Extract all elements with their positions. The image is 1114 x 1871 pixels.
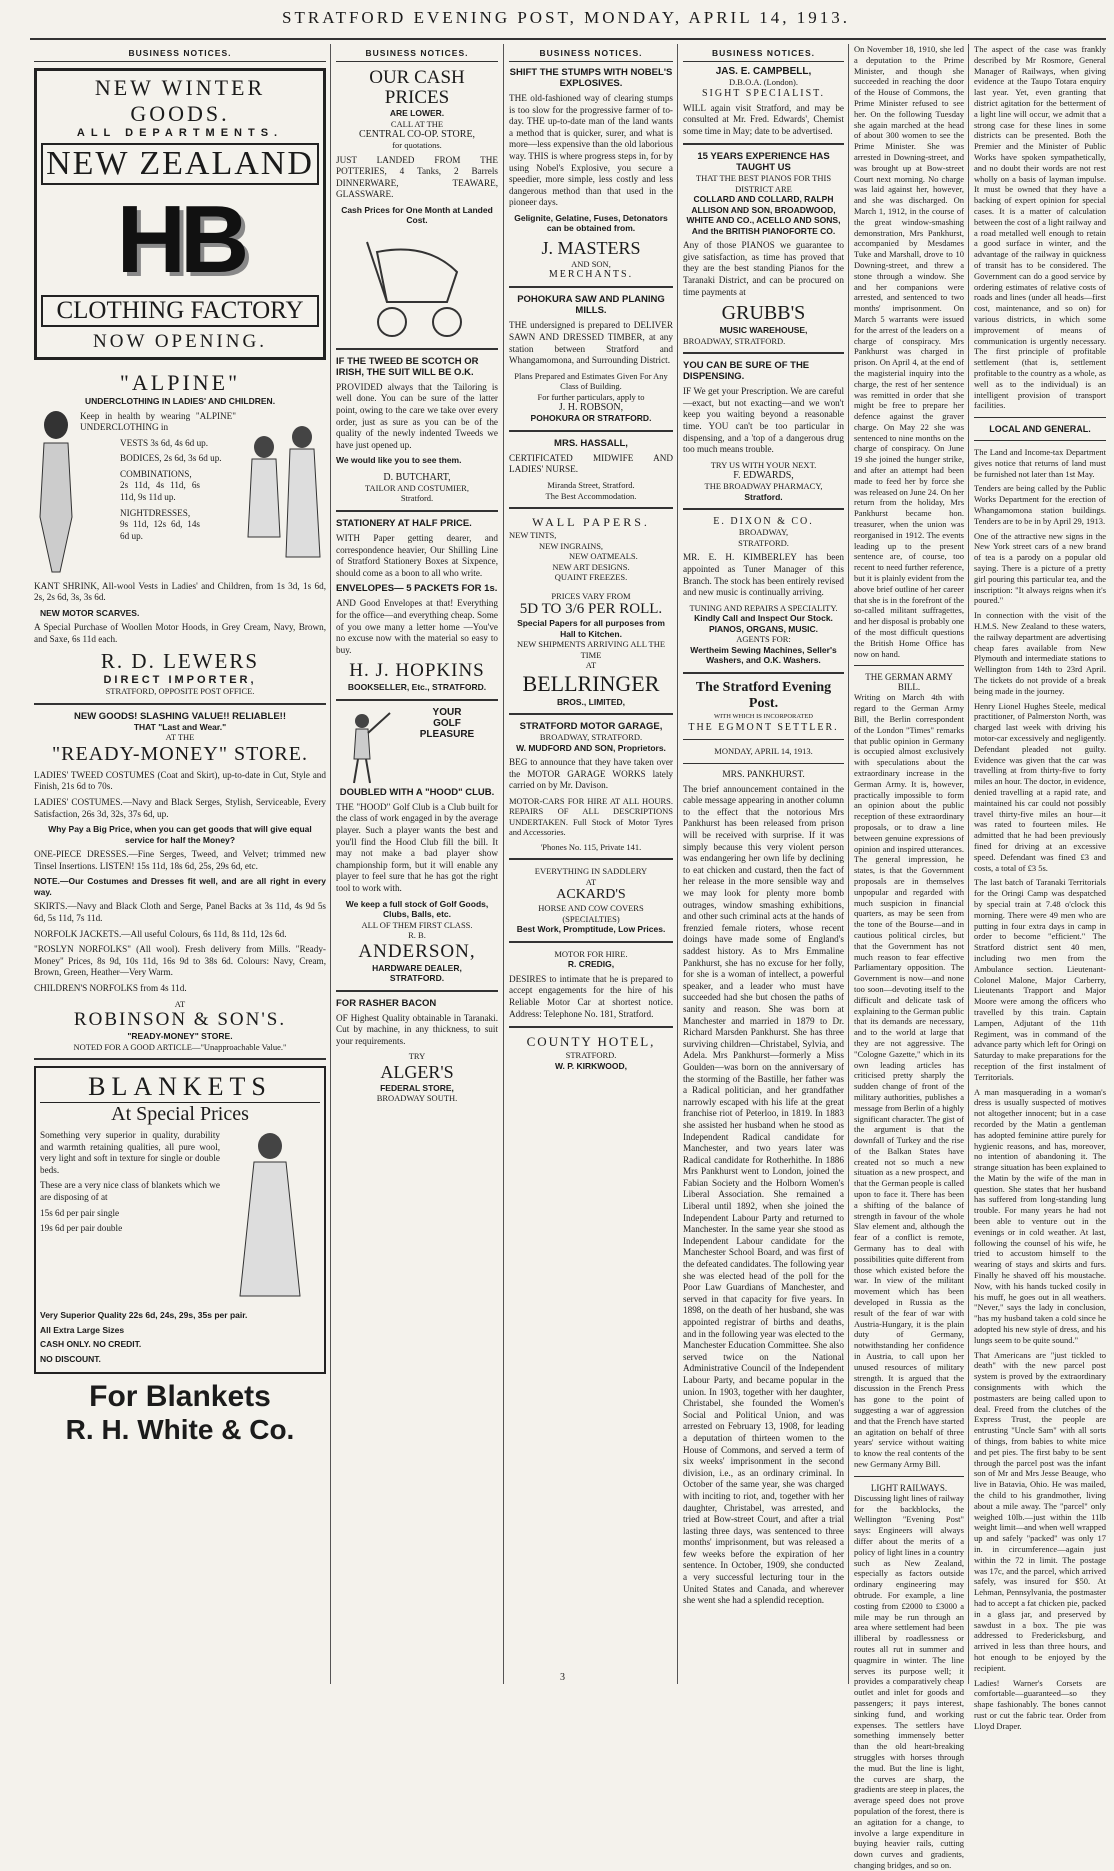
saddlery-heading: EVERYTHING IN SADDLERY [534,866,648,877]
cash-call: CALL AT THE [390,118,444,129]
local-item: In connection with the visit of the H.M.S. New Zealand to these waters, the railway department are advertising cheap fares available from New Plymouth and intermediate stations to Wellington from 14th to 23rd April. The tickets do not provide of a break being made in the journey. [974,610,1106,696]
blankets-p6: All Extra Large Sizes [40,1324,125,1335]
rm-robinson: ROBINSON & SON'S. [73,1009,287,1031]
cash-month: Cash Prices for One Month at Landed Cost. [341,204,493,226]
rm-p8: CHILDREN'S NORFOLKS from 4s 11d. [34,983,187,993]
grubb-body: Any of those PIANOS we guarantee to give satisfaction, as time has proved that they are the best standing Pianos for the Taranaki District, and can be procured on time payments at [683,240,844,297]
divider [683,508,844,510]
column-3 [505,44,677,1684]
hotel-name: COUNTY HOTEL, [526,1034,656,1050]
masters-son: AND SON, [571,258,611,269]
divider [34,1058,326,1060]
robson-name: J. H. ROBSON, [558,402,624,414]
saw-heading: POHOKURA SAW AND PLANING MILLS. [517,294,665,317]
grubb-ware: MUSIC WAREHOUSE, [719,325,808,336]
saddlery-best: Best Work, Promptitude, Low Prices. [516,924,666,935]
post-incorporated: WITH WHICH IS INCORPORATED [713,712,813,720]
masters-merchants: MERCHANTS. [548,269,634,281]
hb-clothing-ad [34,68,326,360]
wp-heading: WALL PAPERS. [532,515,650,529]
hopkins-name: H. J. HOPKINS [349,660,485,682]
army-heading: THE GERMAN ARMY BILL. [865,672,953,693]
anderson-name: ANDERSON, [358,940,476,962]
golf-rb: R. B. [408,930,426,941]
tweed-like: We would like you to see them. [336,455,462,466]
blankets-p4: 19s 6d per pair double [40,1223,123,1234]
blankets-ad [34,1066,326,1374]
divider [509,941,673,943]
dixon-tune: TUNING AND REPAIRS A SPECIALITY. [689,602,838,613]
garage-heading: STRATFORD MOTOR GARAGE, [519,721,663,732]
garage-hire: MOTOR-CARS FOR HIRE AT ALL HOURS. REPAIRS OF ALL DESCRIPTIONS UNDERTAKEN. Full Stock of Motor Tyres and Accessories. [509,795,673,838]
local-item: Henry Lionel Hughes Steele, medical practitioner, of Palmerston North, was charged last week with driving his motor-car excessively and negligently. Defendant pleaded not guilty. Evidence was given that the car was travelling at from thirty-five to forty miles an hour. The doctor, in evidence, denied travelling at a rapid rate, and maintained his car could not possibly travel thirty-five miles an hour—it was rated to fourteen miles. He admitted that he had been previously fined for driving at an excessive speed. Defendant was fined £3 and costs, a total of £3 5s. [974,700,1106,873]
hire-heading: MOTOR FOR HIRE. [554,948,628,959]
hopkins-trade: BOOKSELLER, Etc., STRATFORD. [347,682,487,693]
blankets-white: R. H. White & Co. [65,1414,295,1446]
rm-store: "READY-MONEY" STORE. [52,742,308,765]
railways-continued: The aspect of the case was frankly described by Mr Rosmore, General Manager of Railways, when giving evidence at the Taupo Totara enquiry last year. Yet, even granting that district agitation for the betterment of a light line will occur, we admit that a strong case for these lines in some districts can be presented. Both the Premier and the Minister of Public Works have spoken sympathetically, and no doubt their words are not rest wholly on a basis of layman impulse. It must be owned that they have a backing of expert opinion for special cases. It is a matter of calculation between the cost of a light railway and a road metalled well enough to retain a good surface in winter, and the advantage of the railway in quickness of transit has to be considered. The Government can do a good service by ordering estimates of relative costs of roads and lines (under all heads—first cost, maintenance, and so on) for various districts, in which some improvement of means of communication is urgently necessary. The first principle of profitable settlement (that is, settlement profitable to the country as a whole, as well as to the individual) is an intelligent provision of transport facilities. [974,44,1106,411]
rm-p7: "ROSLYN NORFOLKS" (All wool). Fresh delivery from Mills. "Ready-Money" Prices, 8s 9d, 10s 11d, 16s 9d to 38s 6d. Colours: Navy, Cream, Brown, Green, Heather—Very Warm. [34,944,326,978]
ad-nz: NEW ZEALAND [41,143,319,185]
divider [34,703,326,705]
alpine-title: "ALPINE" [119,370,241,395]
local-item: A man masquerading in a woman's dress is usually suspected of motives not altogether innocent; but in a case recorded by the Matin a gentleman has adopted feminine attire purely for hygienic reasons, and has, moreover, no intention of abandoning it. The strange situation has been explained to the Matin by the wife of the man in question. She states that her husband has suffered from long-standing lung trouble. For many years he had not been able to venture out in the evenings or in cold weather. At last, following the counsel of his wife, he tried to accustom himself to the wearing of stays and skirts and furs. Finally he shaved off his moustache. Now, with his hands tucked cosily in his muff, he goes out in all weathers. "Never," says the lady in conclusion, "has my husband taken a cold since he adopted his new style of dress, and his lungs seem to be quite sound." [974,1086,1106,1345]
divider [336,699,498,701]
alpine-kant: KANT SHRINK, All-wool Vests in Ladies' and Children, from 1s 3d, 1s 6d, 2s, 2s 6d, 3s, 3s 6d. [34,580,326,603]
grubb-heading: 15 YEARS EXPERIENCE HAS TAUGHT US [697,151,830,174]
woman-illustration [34,407,80,577]
blankets-p2: These are a very nice class of blankets which we are disposing of at [40,1180,220,1203]
divider [509,507,673,509]
blankets-sub: At Special Prices [111,1103,249,1126]
column-header: BUSINESS NOTICES. [683,44,844,62]
bacon-try: TRY [408,1051,426,1062]
cash-landed: JUST LANDED FROM THE POTTERIES, 4 Tanks, 2 Barrels DINNERWARE, TEAWARE, GLASSWARE. [336,154,498,200]
masthead-text: STRATFORD EVENING POST, MONDAY, APRIL 14, 1913. [282,8,850,27]
bellringer-name: BELLRINGER [522,670,660,696]
rm-p1: LADIES' TWEED COSTUMES (Coat and Skirt), up-to-date in Cut, Style and Finish, 21s 6d to 70s. [34,769,326,792]
top-rule [30,38,1106,40]
hire-name: R. CREDIG, [567,959,615,970]
hb-logo: HB [116,186,244,293]
column-rule [968,44,969,1684]
garage-body: BEG to announce that they have taken over the MOTOR GARAGE WORKS lately carried on by Mr. Davison. [509,757,673,791]
nurse-name: MRS. HASSALL, [554,437,628,449]
column-header: BUSINESS NOTICES. [336,44,498,62]
divider [336,510,498,512]
lewers-sub: DIRECT IMPORTER, [103,674,257,687]
golf-stock: We keep a full stock of Golf Goods, Clubs, Balls, etc. [345,898,489,920]
column-header: BUSINESS NOTICES. [509,44,673,62]
dixon-agents: AGENTS FOR: [736,634,791,645]
wp-at: AT [585,660,597,670]
bellringer-bros: BROS., LIMITED, [557,696,625,707]
alger-town: BROADWAY SOUTH. [376,1093,458,1104]
column-2 [332,44,502,1684]
alpine-motor: NEW MOTOR SCARVES. [40,607,140,618]
tweed-trade: TAILOR AND COSTUMIER, [365,482,469,493]
tweed-heading: IF THE TWEED BE SCOTCH OR IRISH, THE SUIT WILL BE O.K. [336,355,479,378]
campbell-body: WILL again visit Stratford, and may be consulted at Mr. Fred. Edwards', Chemist some time in May; date to be advertised. [683,102,844,136]
wp-2: NEW INGRAINS, [539,540,604,551]
campbell-sight: SIGHT SPECIALIST. [701,87,826,99]
blanket-woman-illustration [220,1126,320,1306]
pram-illustration [337,232,497,342]
ad-factory: CLOTHING FACTORY [41,295,319,327]
divider [683,672,844,674]
edwards-town: Stratford. [744,491,783,502]
alpine-bodices: BODICES, 2s 6d, 3s 6d up. [120,453,222,464]
dixon-body: MR. E. H. KIMBERLEY has been appointed as Tuner Manager of this Branch. The stock has been entirely revised and new music is continually arriving. [683,552,844,598]
tweed-name: D. BUTCHART, [383,471,451,483]
masters-name: J. MASTERS [541,237,641,258]
cash-central: CENTRAL CO-OP. STORE, [358,129,476,140]
bacon-body: OF Highest Quality obtainable in Taranaki. Cut by machine, in any thickness, to suit your requirements. [336,1012,498,1046]
rm-why: Why Pay a Big Price, when you can get goods that will give equal service for half the Money? [48,824,312,845]
alpine-nightdresses: NIGHTDRESSES, 9s 11d, 12s 6d, 14s 6d up. [120,507,200,541]
post-date: MONDAY, APRIL 14, 1913. [714,746,813,757]
saw-body: THE undersigned is prepared to DELIVER SAWN AND DRESSED TIMBER, at any station between Stratford and Whangamomona, and Surrounding District. [509,320,673,366]
nurse-acc: The Best Accommodation. [545,490,637,501]
envelopes-heading: ENVELOPES— 5 PACKETS FOR 1s. [336,583,498,595]
garage-addr: BROADWAY, STRATFORD. [539,732,643,742]
wp-5: QUAINT FREEZES. [554,572,628,582]
wp-prices: PRICES VARY FROM [551,590,631,601]
railways-heading: LIGHT RAILWAYS. [870,1482,948,1493]
divider [854,1476,964,1477]
tweed-town: Stratford. [400,493,434,504]
hotel-town: STRATFORD. [565,1050,617,1061]
lewers-name: R. D. LEWERS [100,649,260,674]
children-illustration [236,407,326,577]
garage-phone: 'Phones No. 115, Private 141. [540,841,642,852]
anderson-trade: HARDWARE DEALER, [372,962,462,973]
edwards-body: IF We get your Prescription. We are careful—exact, but not exacting—and we won't keep you waiting beyond a reasonable time. YOU can't be too particular in dispensing, and a 'top of a dangerous drug too much means trouble. [683,386,844,455]
nurse-body: CERTIFICATED MIDWIFE AND LADIES' NURSE. [509,452,673,475]
golf-pleasure: PLEASURE [419,728,475,740]
divider [974,440,1106,441]
alpine-special: A Special Purchase of Woollen Motor Hoods, in Grey Cream, Navy, Brown, and Saxe, 6s 11d each. [34,622,326,644]
campbell-name: JAS. E. CAMPBELL, [715,66,812,77]
divider [509,286,673,288]
pankhurst-heading: MRS. PANKHURST. [722,769,805,780]
envelopes-body: AND Good Envelopes at that! Everything for the office—and everything cheap. Some of you owe many a letter home —You've no excuse now with the material so easy to buy. [336,598,498,655]
alpine-keep: Keep in health by wearing "ALPINE" UNDERCLOTHING in [80,410,236,433]
divider [683,739,844,740]
golf-golf: GOLF [433,717,461,729]
divider [336,348,498,350]
blankets-title: BLANKETS [40,1072,320,1103]
local-item: Ladies! Warner's Corsets are comfortable—guaranteed—so they shape fashionably. The bones cannot rust or cut the fabric tear. Order from Lloyd Draper. [974,1677,1106,1731]
column-5 [850,44,968,1870]
local-item: That Americans are "just tickled to death" with the new parcel post system is proved by the extraordinary consignments with which the postmasters are being called upon to deal. Freed from the clutches of the Express Trust, the people are entrusting "Uncle Sam" with all sorts of things, from babies to white mice and pet pies. The first baby to be sent through the parcel post was the infant son of Mr and Mrs Jesse Beauge, who live in Batavia, Ohio. He was mailed, the child to his grandmother, living about a mile away. The "parcel" only weighed 10lb.—just within the 11lb weight limit—and when well wrapped up and safely "packed" was only 17 in. in circumference—again just within the 72 in limit. The postage was 17c, and the parcel, which arrived safely, was insured for $50. At Lehman, Pennsylvania, the postmaster had to accept a fat chicken pie, packed in a glass jar, and preserved by sawdust in a box. The pie was addressed to Fredericksburg, and arrived in less than three hours, and hot enough to be enjoyed by the recipient. [974,1349,1106,1673]
saw-further: For further particulars, apply to [537,391,645,402]
alger-name: ALGER'S [380,1061,454,1082]
cash-title: OUR CASH PRICES [369,67,465,108]
alpine-combinations: COMBINATIONS, 2s 11d, 4s 11d, 6s 11d, 9s 11d up. [120,468,200,503]
divider [683,143,844,145]
divider [509,713,673,715]
golf-body: THE "HOOD" Golf Club is a Club built for the class of work engaged in by the average player. Such a player wants the best and you'll find the Hood Club fill the bill. It may not make a bad player show championship form, but it will enable any player to feel sure that he has got the right tool to work with. [336,801,498,893]
column-rule [330,44,331,1684]
column-header: BUSINESS NOTICES. [34,44,326,62]
wp-ship: NEW SHIPMENTS ARRIVING ALL THE TIME [516,639,666,660]
nurse-addr: Miranda Street, Stratford. [547,480,635,490]
dixon-town: STRATFORD. [738,537,789,548]
rm-p6: NORFOLK JACKETS.—All useful Colours, 6s 11d, 8s 11d, 12s 6d. [34,928,287,939]
divider [509,1026,673,1028]
railways-body: Discussing light lines of railway for the backblocks, the Wellington "Evening Post" says: Engineers will always differ about the merits of a policy of light lines in a country such as New Zealand, especially as factors outside ordinary engineering may obtrude. For example, a line costing from £2000 to £3000 a mile may be run through an area where settlement had been illiberal by roadlessness or routes all rut in summer and quagmire in winter. The line serves its purpose well; it provides a comparatively cheap outlet and inlet for goods and passengers; it pays interest, sinking fund, and working expenses. The settlers have something immensely better than the old heart-breaking struggles with horses through the mud. But the line is light, the curves are sharp, the gradients are steep in places, the average speed does not prove population of the forest, there is an agitation for a change, to involve a large expenditure in buying heavier rails, cutting down curves and gradients, changing bridges, and so on. [854,1492,965,1870]
alpine-subtitle: UNDERCLOTHING IN LADIES' AND CHILDREN. [84,396,276,406]
local-heading: LOCAL AND GENERAL. [989,424,1091,435]
rm-robinson2: "READY-MONEY" STORE. [127,1031,233,1042]
pankhurst-continued: On November 18, 1910, she led a deputation to the Prime Minister, and though she succeeded in reaching the door of the House of Commons, the Prime Minister refused to see her. On the following Tuesday she again marched at the head of about 300 women to see the Prime Minister. She was arrested in Downing-street, and was brought up at Bow-street Court next morning. No charge was laid against her, however, and she was discharged. On March 1, 1912, in the course of the great window-smashing demonstration, Mrs Pankhurst, accompanied by Mesdames Tuke and Marshall, drove to 10 Downing-street, and threw a stone through a window. She and her companions were arrested, and sentenced to two months' imprisonment. On March 5 warrants were issued for the arrest of the leaders on a charge of conspiracy. Mrs Pankhurst was charged in prison. On April 4, at the end of the magisterial inquiry into the charge, the rest of her sentence was remitted in order that she might be free to prepare her defence against the graver charge. On May 22 she was sentenced to nine months on the charge of conspiracy. On June 19 she joined the hunger strike, and after an attempt had been made to feed her by force she was released on June 24. On her return from the holiday, Mrs Pankhurst became hon. treasurer, when the union was reorganised in 1912. The events leading up to the present sentence are, of course, too recent to need further reference, but it is plainly evident from the above brief outline of her career that she is in the forefront of the so-called militant suffragettes, and her disposal is probably one of the most difficult questions the British Home Office has now on hand. [854,44,964,659]
divider [509,430,673,432]
divider [336,990,498,992]
hire-body: DESIRES to intimate that he is prepared to accept engagements for the hire of his Reliable Motor Car at shortest notice. Address: Telephone No. 181, Stratford. [509,973,673,1019]
rm-p4: NOTE.—Our Costumes and Dresses fit well, and are all right in every way. [34,876,326,897]
local-item: One of the attractive new signs in the New York street cars of a new brand of tea is a parody on a popular old saying. There is a picture of a pretty girl pouring this particular tea, and the inscription: "It always reigns when it's poured." [974,530,1106,606]
stumps-items: Gelignite, Gelatine, Fuses, Detonators can be obtained from. [514,212,668,234]
blankets-p3: 15s 6d per pair single [40,1207,120,1218]
post-title: The Stratford Evening Post. [695,679,832,711]
rm-lastwear: THAT "Last and Wear." [133,721,227,732]
campbell-qual: D.B.O.A. (London). [729,77,798,87]
army-body: Writing on March 4th with regard to the German Army Bill, the Berlin correspondent of the London "Times" remarks that public opinion in Germany is occupied almost exclusively with speculations about the extraordinary increase in the German Army. It is, however, practically impossible to form an opinion about the public reception of these extraordinary proposals, or to draw a line between genuine expressions of opinion and inspired utterances. The general impression, he states, is that the Government proposals are in themselves unpopular and regarded with much suspicion in financial quarters, as may be seen from the tone of the Bourse—and in cautious political circles, but that the Government has not much reason to fear effective Parliamentary opposition. The Government is now—and none too soon—devoting itself to the difficult and delicate task of explaining to the German public that its demands are necessary, and to the world at large that they are not aggressive. The "Cologne Gazette," which in its own leading articles has criticised pretty sharply the sudden change of front of the military authorities, publishes a message from Berlin of a highly significant character. The gist of the argument is that the downfall of Turkey and the rise of the Balkan States have created not so much a new situation as a new prospect, and that the German people is called upon to face it. There has been a shifting of the balance of strength in favour of the whole Slav element and, although the fear of a conflict is remote, Germany has to deal with possibilities quite different from those which existed before the war. In view of the militant movement which has been developed in Russia as the result of the fear of war with Austria-Hungary, it is the plain duty of Germany, notwithstanding her confidence in Austria, to call upon her unused resources of military strength. It is argued that the discussion in the French Press has gone to the point of suggesting a war of aggression and that the French have started an agitation on behalf of three years' service without waiting to know the real contents of the new Germany Army Bill. [854,692,964,1469]
rm-heading: NEW GOODS! SLASHING VALUE!! RELIABLE!! [74,710,286,722]
local-item: Tenders are being called by the Public Works Department for the erection of Whangamomona station buildings. Tenders are to be in by April 29, 1913. [974,483,1106,526]
edwards-try: TRY US WITH YOUR NEXT. [710,459,817,470]
grubb-list: COLLARD AND COLLARD, RALPH ALLISON AND SON, BROADWOOD, WHITE AND CO., ACELLO AND SONS, And the BRITISH PIANOFORTE CO. [686,194,841,236]
cash-lower: ARE LOWER. [389,108,445,118]
dixon-call: Kindly Call and Inspect Our Stock. PIANOS, ORGANS, MUSIC. [694,613,833,634]
bacon-heading: FOR RASHER BACON [336,997,437,1009]
rm-p2: LADIES' COSTUMES.—Navy and Black Serges, Stylish, Serviceable, Every Satisfaction, 26s 3d, 32s, 37s 6d, up. [34,797,326,819]
divider [854,665,964,666]
stumps-heading: SHIFT THE STUMPS WITH NOBEL'S EXPLOSIVES. [509,67,673,89]
grubb-name: GRUBB'S [721,302,806,325]
dixon-werth: Wertheim Sewing Machines, Seller's Washers, and O.K. Washers. [690,644,837,666]
blankets-p1: Something very superior in quality, durability and warmth retaining qualities, all pure wool, very light and soft in texture for single or double beds. [40,1130,220,1175]
column-rule [677,44,678,1684]
stumps-body: THE old-fashioned way of clearing stumps is too slow for the progressive farmer of to-day. THE up-to-date man of the land wants a method that is quicker, surer, and what is more—less expensive than the old laborious way. THIS is where progress steps in, for by using Nobel's Explosive, you secure a speedier, more simple, less costly and less dangerous method than that used in the pioneer days. [509,93,673,208]
saddlery-at: AT [585,876,597,887]
anderson-town: STRATFORD. [389,973,445,984]
wp-special: Special Papers for all purposes from Hall to Kitchen. [517,618,665,639]
divider [683,763,844,764]
column-rule [848,44,849,1684]
local-item: The Land and Income-tax Department gives notice that returns of land must be furnished not later than 1st May. [974,447,1106,479]
column-6 [970,44,1110,1731]
post-settler: THE EGMONT SETTLER. [688,722,839,734]
saddlery-covers: HORSE AND COW COVERS (SPECIALTIES) [538,903,644,924]
blankets-p8: NO DISCOUNT. [40,1353,101,1364]
blankets-for: For Blankets [89,1380,271,1414]
column-1 [30,44,330,1684]
wp-range: 5D TO 3/6 PER ROLL. [519,601,663,617]
rm-p3: ONE-PIECE DRESSES.—Fine Serges, Tweed, and Velvet; trimmed new Tinsel Insertions. LISTEN! 15s 11d, 18s 6d, 25s, 29s 6d, etc. [34,849,326,871]
rm-p5: SKIRTS.—Navy and Black Cloth and Serge, Panel Backs at 3s 11d, 4s 9d 5s 6d, 5s 11d, 7s 11d. [34,901,326,924]
edwards-name: F. EDWARDS, [733,470,794,482]
stationery-body: WITH Paper getting dearer, and correspondence heavier, Our Shilling Line of Stratford Stationery Boxes at Sixpence, should come as a boon to all who write. [336,532,498,578]
cash-quote: for quotations. [392,140,442,150]
saw-plans: Plans Prepared and Estimates Given For Any Class of Building. [514,370,668,392]
ackard-name: ACKARD'S [556,887,626,903]
page-number: 3 [560,1672,565,1683]
wp-3: NEW OATMEALS. [569,551,638,561]
lewers-address: STRATFORD, OPPOSITE POST OFFICE. [105,686,255,697]
golf-doubled: DOUBLED WITH A "HOOD" CLUB. [339,786,495,798]
dixon-name: E. DIXON & CO. [713,516,814,528]
edwards-heading: YOU CAN BE SURE OF THE DISPENSING. [683,360,810,383]
pankhurst-body: The brief announcement contained in the cable message appearing in another column to the effect that the notorious Mrs Pankhurst has been released from prison will be received with surprise. If it was simply because this very violent person was endangering her own life by declining to eat chicken and custard, then the fact of her release in the more sensible way and we may look for plenty more bomb outrages, window smashing exhibitions, and other such criminal acts at the hands of frenzied female rioters, whose recent doings have made some of England's saddest history. As to Mrs Emmaline Pankhurst, she has no excuse for her folly, for she is a woman of intellect, a powerful speaker, and a leader who must have succeeded had she but chosen the paths of sanity and reason. She was born at Manchester and married in 1879 to Dr. Richard Marsden Pankhurst. She has three surviving children—Christabel, Sylvia, and Adela. Mrs Pankhurst—formerly a Miss Goulden—was born on the anniversary of the storming of the Bastille, her father was a Radical politician, and her grandfather narrowly escaped with his life at the great franchise riot of Peterloo, in 1819. In 1883 she assisted her husband when he stood as Independent Radical candidate for Manchester, and two years later was Radical candidate for Rotherhithe. In 1886 Mrs Pankhurst went to London, joined the Fabian Society and the Holborn Women's Liberal Association. She remained a Liberal until 1892, when she joined the Independent Labour Party and returned to Manchester. In the same year she stood as Independent Labour candidate for the Manchester School Board, and was first of the defeated candidates. The following year she was elected head of the poll for the Poor Law Guardians of Manchester, and served in that capacity for five years. In 1898, on the death of her husband, she was appointed registrar of births and deaths, and in the following year was elected to the Manchester Education Committee. She also served twice on the National Administrative Council of the Independent Labour Party, and became popular in the union. In 1903, together with her daughter, Christabel, she founded the Women's Social and Political Union, and was arrested on February 13, 1908, for leading a deputation of thirteen women to the House of Commons, and served a term of six weeks' imprisonment in the second division, i.e., as an ordinary criminal. In October of the same year, she was charged with inciting to riot, and, together with her daughter, Christabel, was arrested, and tried at Bow-street Court, and after a trial lasting three days, was sentenced to three months' imprisonment, but was released a few weeks before the expiration of her sentence. In October, 1909, she conducted a very successful lecturing tour in the United States and Canada, and wherever she went she had a splendid reception. [683,783,844,1606]
dixon-addr: BROADWAY, [738,527,789,538]
blankets-p7: CASH ONLY. NO CREDIT. [40,1339,142,1350]
golf-your: YOUR [432,706,462,718]
divider [974,417,1106,418]
alpine-vests: VESTS 3s 6d, 4s 6d up. [120,437,209,448]
stationery-heading: STATIONERY AT HALF PRICE. [336,517,472,529]
ad-subtitle: ALL DEPARTMENTS. [76,127,284,139]
golf-all: ALL OF THEM FIRST CLASS. [361,919,473,930]
robson-town: POHOKURA OR STRATFORD. [530,413,652,424]
hotel-prop: W. P. KIRKWOOD, [554,1060,628,1071]
local-item: The last batch of Taranaki Territorials for the Oringi Camp was despatched by special train at 7.48 o'clock this morning. There were 49 men who are putting in four extra days in camp in order to become "efficient." The Stratford district sent 40 men, including two men from the Ambulance section. Lieutenant-Colonel Malone, Major Carberry, Lieutenants Trapport and Major Moore were among the officers who travelled by this train. Captain Lampen, Adjutant of the 11th Regiment, was in command of the advance party which left for Oringi on Saturday to make preparations for the reception of the first instalment of Territorials. [974,877,1106,1082]
rm-at2: AT [174,998,186,1009]
wp-4: NEW ART DESIGNS. [552,561,630,572]
ad-opening: NOW OPENING. [93,331,267,352]
masthead [0,0,1114,36]
alger-store: FEDERAL STORE, [380,1082,454,1093]
rm-at: AT THE [165,732,195,743]
ad-title: NEW WINTER GOODS. [94,75,266,126]
blankets-p5: Very Superior Quality 22s 6d, 24s, 29s, 35s per pair. [40,1310,248,1321]
column-rule [503,44,504,1684]
tweed-body: PROVIDED always that the Tailoring is well done. You can be sure of the latter point, owing to the care we take over every order, just as sure as you can be of the quality of the newly indented Tweeds we have just opened up. [336,381,498,450]
wp-1: NEW TINTS, [509,530,557,540]
golfer-illustration [336,707,396,787]
rm-noted: NOTED FOR A GOOD ARTICLE—"Unapproachable Value." [73,1041,287,1052]
column-4 [679,44,848,1684]
edwards-pharmacy: THE BROADWAY PHARMACY, [704,481,823,492]
divider [683,352,844,354]
grubb-sub: THAT THE BEST PIANOS FOR THIS DISTRICT ARE [695,173,832,194]
garage-name: W. MUDFORD AND SON, Proprietors. [516,742,666,753]
grubb-addr: BROADWAY, STRATFORD. [683,335,786,346]
divider [509,858,673,860]
